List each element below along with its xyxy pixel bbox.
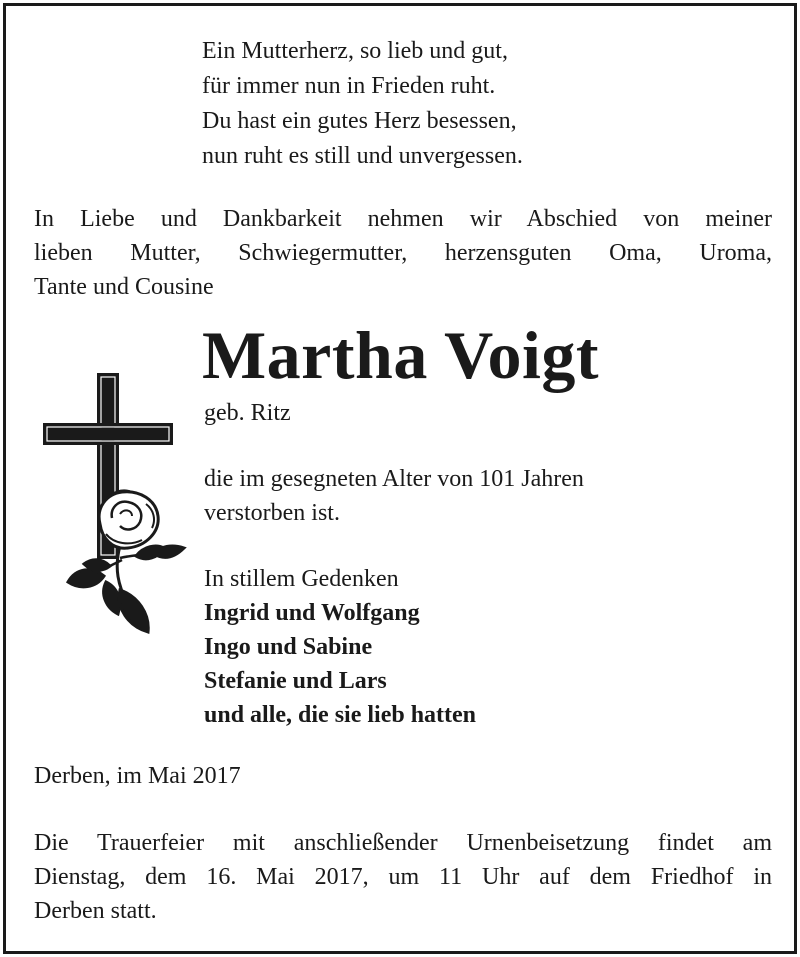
- age-line: verstorben ist.: [204, 500, 340, 526]
- place-and-date: Derben, im Mai 2017: [34, 763, 241, 789]
- in-memory-block: [204, 562, 476, 732]
- farewell-line: lieben Mutter, Schwiegermutter, herzensguten Oma, Uroma,: [34, 240, 772, 266]
- funeral-info: [34, 826, 772, 928]
- poem-line: Du hast ein gutes Herz besessen,: [202, 108, 517, 134]
- poem-line: Ein Mutterherz, so lieb und gut,: [202, 38, 508, 64]
- age-line: die im gesegneten Alter von 101 Jahren: [204, 466, 584, 492]
- maiden-name: geb. Ritz: [204, 400, 291, 426]
- deceased-name: Martha Voigt: [202, 317, 599, 393]
- age-at-death: [204, 462, 584, 530]
- funeral-line: Derben statt.: [34, 898, 157, 924]
- memory-intro: In stillem Gedenken: [204, 566, 399, 592]
- mourner-name: Ingrid und Wolfgang: [204, 600, 420, 626]
- obituary-notice: [3, 3, 797, 954]
- poem-line: nun ruht es still und unvergessen.: [202, 143, 523, 169]
- farewell-line: In Liebe und Dankbarkeit nehmen wir Abschied von meiner: [34, 206, 772, 232]
- poem-line: für immer nun in Frieden ruht.: [202, 73, 496, 99]
- farewell-line: Tante und Cousine: [34, 274, 214, 300]
- funeral-line: Die Trauerfeier mit anschließender Urnenbeisetzung findet am: [34, 830, 772, 856]
- farewell-text: [34, 202, 772, 304]
- mourner-name: Stefanie und Lars: [204, 668, 387, 694]
- mourner-name: Ingo und Sabine: [204, 634, 373, 660]
- poem: [202, 34, 523, 174]
- rose-icon: [68, 490, 184, 632]
- mourner-name: und alle, die sie lieb hatten: [204, 702, 477, 728]
- funeral-line: Dienstag, dem 16. Mai 2017, um 11 Uhr auf dem Friedhof in: [34, 864, 772, 890]
- cross-and-rose-emblem: [36, 368, 196, 638]
